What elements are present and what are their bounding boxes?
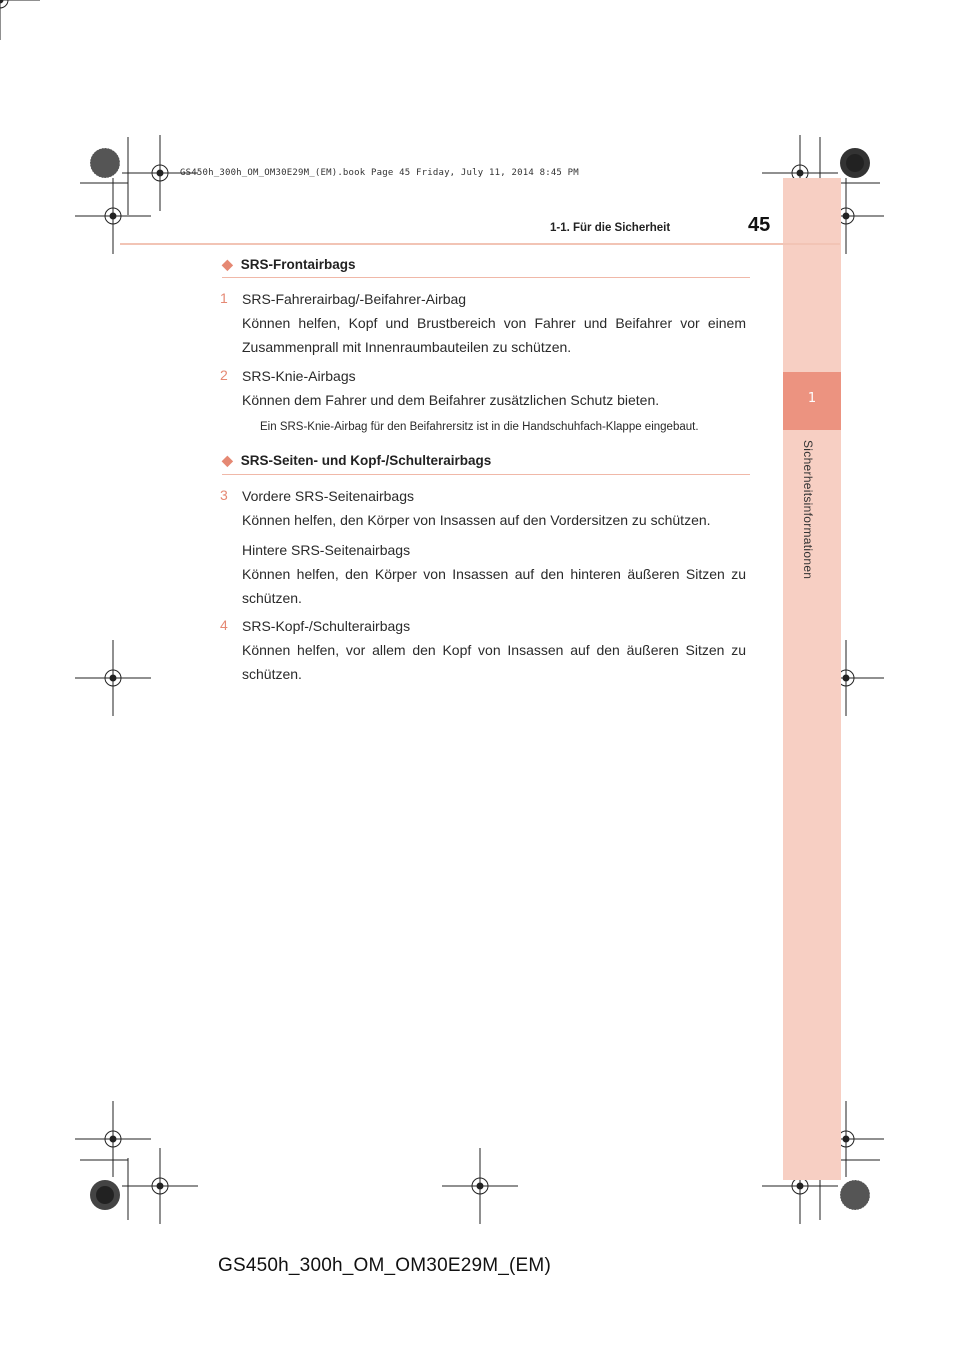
- chapter-side-tab: [783, 178, 841, 1180]
- running-header-section: 1-1. Für die Sicherheit: [550, 222, 671, 234]
- callout-number-2: 2: [220, 367, 228, 383]
- page-number: 45: [748, 214, 771, 236]
- section-heading-frontairbags: [222, 256, 356, 273]
- callout-number-3: 3: [220, 487, 228, 503]
- diamond-bullet-icon: ◆: [222, 452, 233, 468]
- section-heading-text: SRS-Frontairbags: [240, 257, 356, 272]
- section-heading-seitenairbags: [222, 452, 491, 469]
- item-3-title: Vordere SRS-Seitenairbags: [242, 488, 414, 504]
- item-1-text: Können helfen, Kopf und Brustbereich von Fahrer und Beifahrer vor einem Zusammenprall mit Innenraumbauteilen zu schützen.: [242, 315, 746, 355]
- item-3b-title: Hintere SRS-Seitenairbags: [242, 542, 411, 558]
- section-heading-rule: [222, 277, 750, 278]
- item-4-title: SRS-Kopf-/Schulterairbags: [242, 618, 411, 634]
- item-2-note: Ein SRS-Knie-Airbag für den Beifahrersitz ist in die Handschuhfach-Klappe eingebaut.: [260, 421, 699, 433]
- document-footer-id: GS450h_300h_OM_OM30E29M_(EM): [218, 1255, 551, 1276]
- item-2-text: Können dem Fahrer und dem Beifahrer zusätzlichen Schutz bieten.: [242, 392, 660, 408]
- section-heading-rule: [222, 474, 750, 475]
- callout-number-4: 4: [220, 617, 228, 633]
- item-4-text: Können helfen, vor allem den Kopf von Insassen auf den äußeren Sitzen zu schützen.: [242, 642, 746, 682]
- chapter-title: Sicherheitsinformationen: [801, 440, 815, 580]
- item-2-title: SRS-Knie-Airbags: [242, 368, 356, 384]
- diamond-bullet-icon: ◆: [222, 256, 233, 272]
- item-1-title: SRS-Fahrerairbag/-Beifahrer-Airbag: [242, 291, 467, 307]
- book-file-info: GS450h_300h_OM_OM30E29M_(EM).book Page 45 Friday, July 11, 2014 8:45 PM: [180, 168, 579, 178]
- header-divider: [120, 243, 840, 245]
- callout-number-1: 1: [220, 290, 228, 306]
- section-heading-text: SRS-Seiten- und Kopf-/Schulterairbags: [240, 453, 492, 468]
- item-3b-text: Können helfen, den Körper von Insassen auf den hinteren äußeren Sitzen zu schützen.: [242, 566, 746, 606]
- item-3-text: Können helfen, den Körper von Insassen auf den Vordersitzen zu schützen.: [242, 512, 711, 528]
- chapter-number: 1: [807, 391, 817, 406]
